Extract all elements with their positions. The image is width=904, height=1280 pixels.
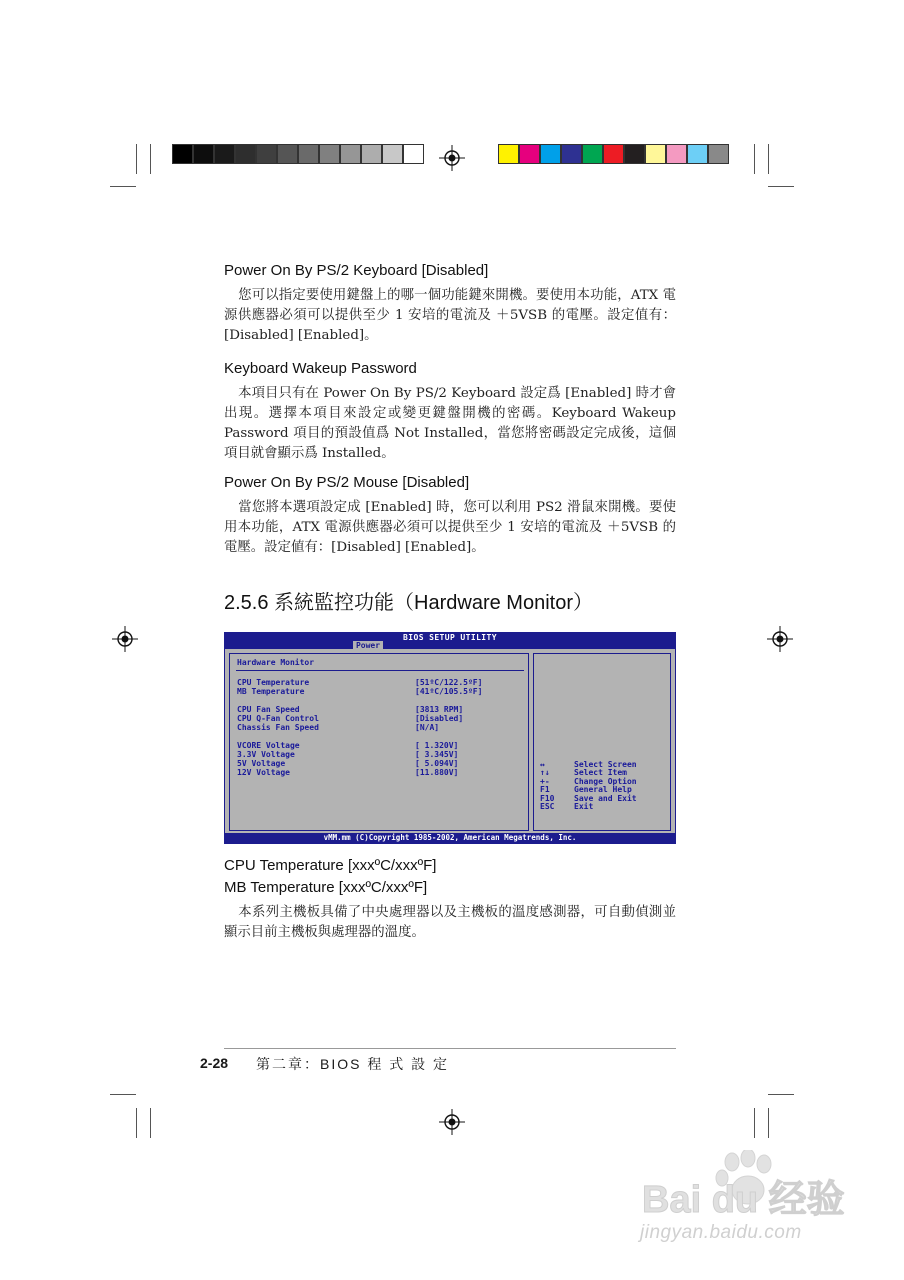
- key-description: Select Screen: [574, 760, 637, 769]
- key-name: ESC: [540, 802, 555, 811]
- crop-mark: [136, 1108, 137, 1138]
- bios-row-label: CPU Temperature: [237, 678, 310, 687]
- key-name: F10: [540, 793, 555, 803]
- gray-swatch: [382, 144, 403, 164]
- crop-mark: [150, 1108, 151, 1138]
- bios-row-label: 3.3V Voltage: [237, 750, 295, 759]
- color-swatch: [624, 144, 645, 164]
- registration-mark-icon: [439, 145, 465, 171]
- gray-swatch: [319, 144, 340, 164]
- key-description: General Help: [574, 785, 632, 795]
- registration-mark-icon: [439, 1109, 465, 1135]
- registration-mark-icon: [767, 626, 793, 652]
- watermark-logo-text: Bai du 经验: [642, 1179, 845, 1221]
- key-name: ↑↓: [540, 768, 550, 778]
- bios-row-label: Chassis Fan Speed: [237, 723, 319, 732]
- crop-mark: [768, 186, 794, 187]
- item-heading: Keyboard Wakeup Password: [224, 360, 417, 377]
- bios-row-value: [51ºC/122.5ºF]: [415, 678, 483, 687]
- registration-mark-icon: [112, 626, 138, 652]
- gray-swatch: [172, 144, 193, 164]
- item-heading: Power On By PS/2 Keyboard [Disabled]: [224, 262, 489, 279]
- item-heading: Power On By PS/2 Mouse [Disabled]: [224, 474, 470, 491]
- crop-mark: [768, 1094, 794, 1095]
- key-name: ↔: [540, 760, 545, 769]
- crop-mark: [768, 1108, 769, 1138]
- bios-row-label: CPU Fan Speed: [237, 705, 300, 714]
- bios-row-value: [ 1.320V]: [415, 741, 459, 750]
- gray-swatch: [361, 144, 382, 164]
- item-description: 本項目只有在 Power On By PS/2 Keyboard 設定爲 [Enabled] 時才會出現。選擇本項目來設定或變更鍵盤開機的密碼。Keyboard Wakeup Password 項目的預設值爲 Not Installed，當您將密碼設定完成後，這個項目就會顯示爲 Installed。: [224, 386, 676, 461]
- item-heading-mb-temperature: MB Temperature [xxxºC/xxxºF]: [224, 879, 428, 896]
- gray-swatch-strip: [172, 144, 424, 164]
- bios-row-label: 12V Voltage: [237, 768, 290, 777]
- gray-swatch: [298, 144, 319, 164]
- color-swatch: [519, 144, 540, 164]
- color-swatch: [645, 144, 666, 164]
- key-description: Select Item: [574, 768, 627, 778]
- bios-row-label: CPU Q-Fan Control: [237, 714, 319, 723]
- bios-screenshot: [224, 632, 676, 844]
- bios-panel-heading: Hardware Monitor: [237, 658, 315, 667]
- bios-title: BIOS SETUP UTILITY: [403, 633, 497, 642]
- key-name: F1: [540, 785, 550, 795]
- crop-mark: [768, 144, 769, 174]
- bios-row-label: 5V Voltage: [237, 759, 286, 768]
- bios-row-value: [41ºC/105.5ºF]: [415, 687, 483, 696]
- color-swatch: [708, 144, 729, 164]
- bios-row-value: [11.880V]: [415, 768, 459, 777]
- item-description: 本系列主機板具備了中央處理器以及主機板的溫度感測器，可自動偵測並顯示目前主機板與處理器的溫度。: [224, 905, 676, 940]
- divider: [236, 670, 524, 671]
- footer-divider: [224, 1048, 676, 1049]
- watermark-url: jingyan.baidu.com: [640, 1222, 802, 1243]
- bios-row-value: [Disabled]: [415, 714, 464, 723]
- color-swatch: [561, 144, 582, 164]
- bios-help-panel: [533, 653, 671, 831]
- crop-mark: [136, 144, 137, 174]
- crop-mark: [754, 144, 755, 174]
- bios-row-value: [N/A]: [415, 723, 440, 732]
- gray-swatch: [235, 144, 256, 164]
- item-heading-cpu-temperature: CPU Temperature [xxxºC/xxxºF]: [224, 857, 437, 874]
- gray-swatch: [214, 144, 235, 164]
- bios-row-value: [ 3.345V]: [415, 750, 459, 759]
- color-swatch: [582, 144, 603, 164]
- gray-swatch: [193, 144, 214, 164]
- crop-mark: [110, 186, 136, 187]
- color-swatch: [687, 144, 708, 164]
- color-swatch: [540, 144, 561, 164]
- color-swatch: [603, 144, 624, 164]
- color-swatch-strip: [498, 144, 729, 164]
- gray-swatch: [403, 144, 424, 164]
- section-title: 2.5.6 系統監控功能（Hardware Monitor）: [224, 592, 593, 614]
- crop-mark: [754, 1108, 755, 1138]
- page-number: 2-28: [200, 1055, 229, 1071]
- bios-row-label: MB Temperature: [237, 687, 305, 696]
- item-description: 您可以指定要使用鍵盤上的哪一個功能鍵來開機。要使用本功能，ATX 電源供應器必須可以提供至少 1 安培的電流及 ＋5VSB 的電壓。設定值有：[Disabled] [Enabled]。: [224, 288, 676, 343]
- gray-swatch: [340, 144, 361, 164]
- key-description: Change Option: [574, 776, 637, 786]
- gray-swatch: [277, 144, 298, 164]
- gray-swatch: [256, 144, 277, 164]
- crop-mark: [150, 144, 151, 174]
- chapter-title: 第二章：BIOS 程 式 設 定: [256, 1056, 450, 1072]
- item-description: 當您將本選項設定成 [Enabled] 時，您可以利用 PS2 滑鼠來開機。要使用本功能，ATX 電源供應器必須可以提供至少 1 安培的電流及 ＋5VSB 的電壓。設定値有：[Disabled] [Enabled]。: [224, 500, 676, 555]
- bios-row-value: [3813 RPM]: [415, 705, 464, 714]
- bios-tab-power[interactable]: Power: [353, 641, 383, 650]
- key-name: +-: [540, 776, 550, 786]
- key-description: Save and Exit: [574, 793, 637, 803]
- key-description: Exit: [574, 802, 594, 811]
- color-swatch: [498, 144, 519, 164]
- bios-row-value: [ 5.094V]: [415, 759, 459, 768]
- bios-row-label: VCORE Voltage: [237, 741, 300, 750]
- bios-copyright-bar: vMM.mm (C)Copyright 1985-2002, American Megatrends, Inc.: [225, 833, 675, 843]
- crop-mark: [110, 1094, 136, 1095]
- color-swatch: [666, 144, 687, 164]
- bios-settings-panel: [229, 653, 529, 831]
